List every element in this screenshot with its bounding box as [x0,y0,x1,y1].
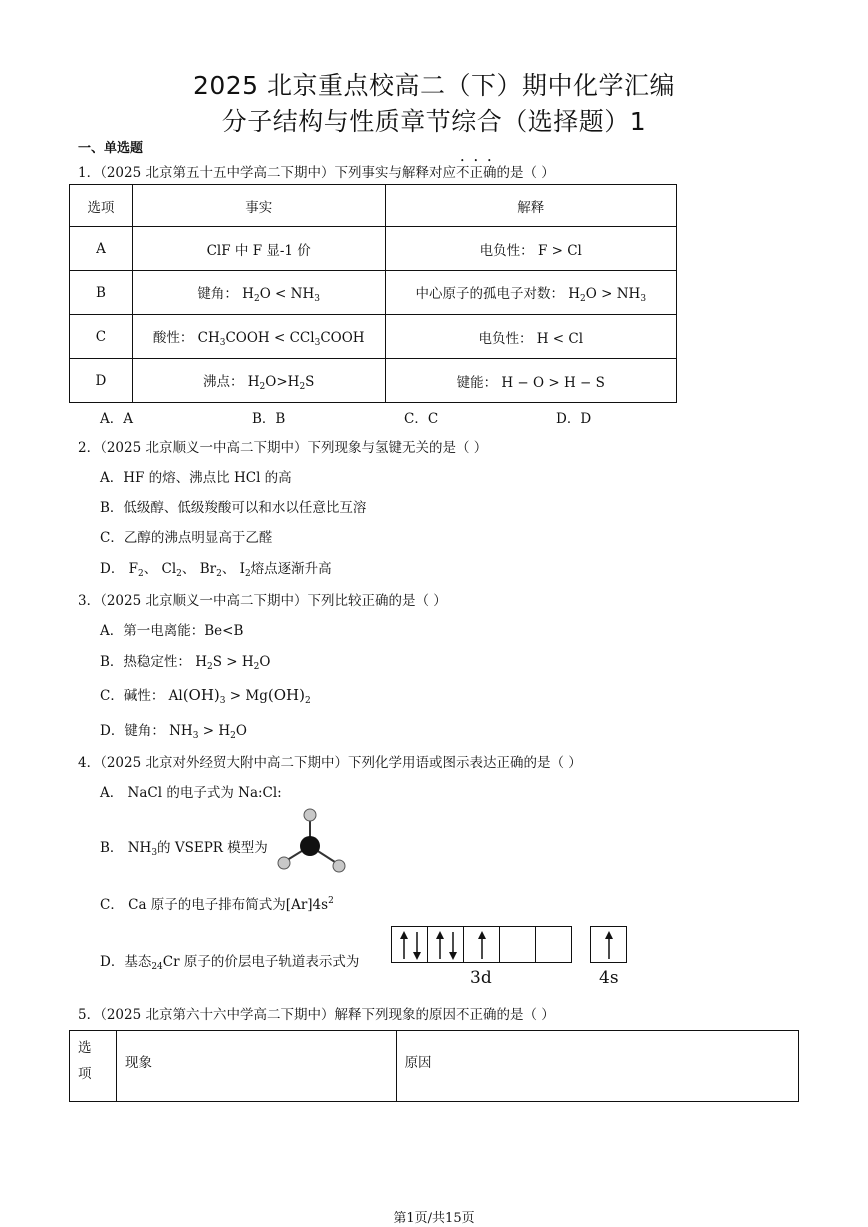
answer-b[interactable]: B．B [252,411,286,427]
question-3-stem: 3．（2025 北京顺义一中高二下期中）下列比较正确的是（ ） [78,593,447,609]
fact-cell: 沸点： $H_2O>H_2S$ [132,359,385,403]
question-2-stem: 2．（2025 北京顺义一中高二下期中）下列现象与氢键无关的是（ ） [78,440,488,456]
answer-d[interactable]: D．D [556,411,592,427]
question-3-option-a[interactable]: A．第一电离能：Be<B [100,623,244,639]
header-reason: 解释 [385,185,676,227]
question-1-table [69,184,677,403]
question-3-option-c[interactable]: C．碱性： $Al(OH)_3 > Mg(OH)_2$ [100,686,311,706]
question-5-stem: 5．（2025 北京第六十六中学高二下期中）解释下列现象的原因不正确的是（ ） [78,1007,555,1023]
orbital-label-3d: 3d [470,968,492,988]
table-row: C 酸性： $CH_3COOH$ < CCl$_3$COOH 电负性： H < Cl [70,315,677,359]
question-4-option-a[interactable]: A． NaCl 的电子式为 Na:Cl: [100,785,282,801]
orbital-box-3d-3 [463,926,500,963]
fact-cell: 酸性： $CH_3COOH$ < CCl$_3$COOH [132,315,385,359]
header-fact: 事实 [132,185,385,227]
title-line-1: 2025 北京重点校高二（下）期中化学汇编 [192,71,676,100]
question-4-option-d[interactable]: D．基态$_{24}$Cr 原子的价层电子轨道表示式为 [100,954,360,972]
answer-a[interactable]: A．A [100,411,133,427]
table-header-row [70,1031,799,1102]
question-2-option-c[interactable]: C．乙醇的沸点明显高于乙醛 [100,530,273,546]
header-option: 选项 [70,1031,117,1102]
table-row: D 沸点： $H_2O>H_2S$ 键能： H − O > H − S [70,359,677,403]
header-cause: 原因 [396,1031,798,1102]
orbital-box-3d-1 [391,926,428,963]
table-header-row [70,185,677,227]
question-4-stem: 4．（2025 北京对外经贸大附中高二下期中）下列化学用语或图示表达正确的是（ ） [78,755,582,771]
question-2-option-b[interactable]: B．低级醇、低级羧酸可以和水以任意比互溶 [100,500,367,516]
table-row: A ClF 中 F 显-1 价 电负性： F > Cl [70,227,677,271]
question-2-option-a[interactable]: A．HF 的熔、沸点比 HCl 的高 [100,470,292,486]
question-3-option-b[interactable]: B．热稳定性： $H_2S > H_2O$ [100,654,271,672]
answer-c[interactable]: C．C [404,411,439,427]
section-heading: 一、单选题 [78,141,144,156]
question-1-answers [100,407,708,427]
reason-cell: 中心原子的孤电子对数： $H_2O > NH_3$ [385,271,676,315]
orbital-label-4s: 4s [599,968,619,988]
question-5-table [69,1030,799,1102]
orbital-box-4s [590,926,627,963]
page-footer: 第1页/共15页 [393,1211,475,1226]
fact-cell: 键角： $H_2O < NH_3$ [132,271,385,315]
table-row: B 键角： $H_2O < NH_3$ 中心原子的孤电子对数： $H_2O > NH_3$ [70,271,677,315]
vsepr-model-image [272,806,352,878]
question-4-option-b[interactable]: B． $NH_3$的 VSEPR 模型为 [100,840,268,858]
header-phenomenon: 现象 [116,1031,396,1102]
question-1-stem: 1．（2025 北京第五十五中学高二下期中）下列事实与解释对应不正确的是（ ） [78,165,555,181]
orbital-box-3d-2 [427,926,464,963]
question-2-option-d[interactable]: D． $F_2$、 $Cl_2$、 $Br_2$、 $I_2$熔点逐渐升高 [100,561,332,579]
orbital-box-3d-5 [535,926,572,963]
orbital-box-3d-4 [499,926,536,963]
title-line-2: 分子结构与性质章节综合（选择题）1 [221,107,647,136]
header-option: 选项 [70,185,133,227]
question-4-option-c[interactable]: C． Ca 原子的电子排布简式为$[Ar]4s^2$ [100,896,334,913]
question-3-option-d[interactable]: D．键角： $NH_3 > H_2O$ [100,723,247,741]
emphasis-text: 不正确 [456,165,497,181]
orbital-diagram [391,926,631,964]
